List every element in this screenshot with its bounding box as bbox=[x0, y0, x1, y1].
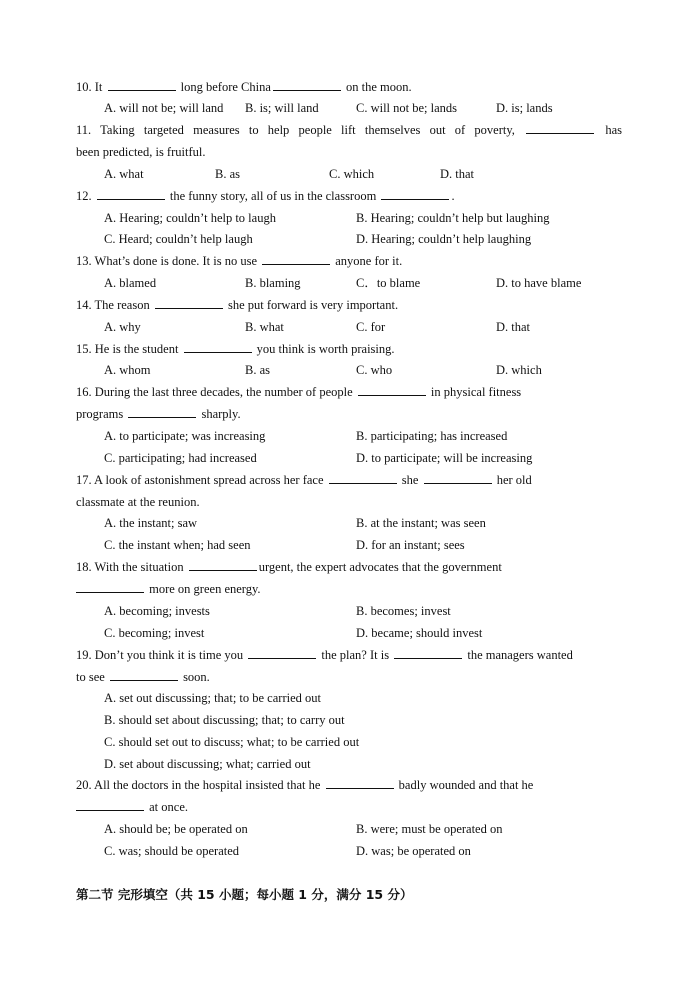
option-c: C. participating; had increased bbox=[104, 451, 257, 465]
question-18: 18. With the situation urgent, the expert advocates that the government bbox=[76, 560, 502, 574]
option-c: C. was; should be operated bbox=[104, 844, 240, 858]
answer-blank bbox=[128, 406, 196, 418]
question-18-line-2: more on green energy. bbox=[76, 581, 622, 597]
option-d: D. Hearing; couldn’t help laughing bbox=[356, 232, 532, 246]
option-c: C. should set out to discuss; what; to be carried out bbox=[104, 735, 360, 749]
option-c: C. who bbox=[356, 363, 393, 377]
question-10: 10. It long before China on the moon. bbox=[76, 80, 412, 94]
option-a: A. to participate; was increasing bbox=[104, 429, 266, 443]
option-b: B. at the instant; was seen bbox=[356, 516, 486, 530]
question-17-line-2: classmate at the reunion. bbox=[76, 495, 200, 509]
option-b: B. becomes; invest bbox=[356, 604, 451, 618]
answer-blank bbox=[155, 297, 223, 309]
option-b: B. should set about discussing; that; to carry out bbox=[104, 713, 345, 727]
answer-blank bbox=[189, 559, 257, 571]
question-20: 20. All the doctors in the hospital insisted that he badly wounded and that he bbox=[76, 778, 534, 792]
answer-blank bbox=[394, 647, 462, 659]
answer-blank bbox=[248, 647, 316, 659]
answer-blank bbox=[184, 341, 252, 353]
question-12: 12. the funny story, all of us in the classroom . bbox=[76, 189, 455, 203]
option-c: C. which bbox=[329, 167, 375, 181]
answer-blank bbox=[262, 253, 330, 265]
option-c: C. for bbox=[356, 320, 386, 334]
answer-blank bbox=[526, 122, 594, 134]
option-d: D. that bbox=[496, 320, 531, 334]
answer-blank bbox=[108, 79, 176, 91]
question-17: 17. A look of astonishment spread across her face she her old bbox=[76, 473, 532, 487]
answer-blank bbox=[76, 581, 144, 593]
option-a: A. Hearing; couldn’t help to laugh bbox=[104, 211, 276, 225]
answer-blank bbox=[381, 188, 449, 200]
option-b: B. what bbox=[245, 320, 284, 334]
answer-blank bbox=[424, 472, 492, 484]
question-16-line-2: programs sharply. bbox=[76, 407, 241, 421]
question-20-line-2: at once. bbox=[76, 799, 622, 815]
option-d: D. is; lands bbox=[496, 101, 553, 115]
option-d: D. that bbox=[440, 167, 475, 181]
option-c: C．to blame bbox=[356, 276, 421, 290]
option-a: A. becoming; invests bbox=[104, 604, 210, 618]
option-b: B. Hearing; couldn’t help but laughing bbox=[356, 211, 550, 225]
answer-blank bbox=[110, 669, 178, 681]
option-d: D. to have blame bbox=[496, 276, 582, 290]
option-d: D. which bbox=[496, 363, 542, 377]
option-d: D. was; be operated on bbox=[356, 844, 471, 858]
option-a: A. will not be; will land bbox=[104, 101, 224, 115]
option-d: D. set about discussing; what; carried out bbox=[104, 757, 311, 771]
answer-blank bbox=[76, 799, 144, 811]
option-b: B. is; will land bbox=[245, 101, 319, 115]
answer-blank bbox=[329, 472, 397, 484]
answer-blank bbox=[358, 384, 426, 396]
option-b: B. blaming bbox=[245, 276, 301, 290]
option-c: C. the instant when; had seen bbox=[104, 538, 251, 552]
answer-blank bbox=[326, 777, 394, 789]
option-d: D. to participate; will be increasing bbox=[356, 451, 533, 465]
question-16: 16. During the last three decades, the number of people in physical fitness bbox=[76, 385, 522, 399]
option-c: C. becoming; invest bbox=[104, 626, 205, 640]
option-a: A. what bbox=[104, 167, 144, 181]
option-c: C. will not be; lands bbox=[356, 101, 458, 115]
option-a: A. should be; be operated on bbox=[104, 822, 248, 836]
option-d: D. became; should invest bbox=[356, 626, 483, 640]
option-a: A. set out discussing; that; to be carried out bbox=[104, 691, 321, 705]
option-b: B. participating; has increased bbox=[356, 429, 508, 443]
option-d: D. for an instant; sees bbox=[356, 538, 465, 552]
option-a: A. the instant; saw bbox=[104, 516, 198, 530]
option-c: C. Heard; couldn’t help laugh bbox=[104, 232, 253, 246]
option-b: B. as bbox=[215, 167, 240, 181]
option-a: A. blamed bbox=[104, 276, 157, 290]
question-11-line-2: been predicted, is fruitful. bbox=[76, 145, 206, 159]
question-11: 11. Taking targeted measures to help people lift themselves out of poverty, has bbox=[76, 123, 623, 137]
question-13: 13. What’s done is done. It is no use anyone for it. bbox=[76, 254, 403, 268]
section-heading: 第二节 完形填空（共 15 小题；每小题 1 分，满分 15 分） bbox=[76, 887, 413, 902]
question-19: 19. Don’t you think it is time you the plan? It is the managers wanted bbox=[76, 648, 573, 662]
answer-blank bbox=[97, 188, 165, 200]
option-a: A. why bbox=[104, 320, 141, 334]
question-19-line-2: to see soon. bbox=[76, 670, 210, 684]
question-14: 14. The reason she put forward is very important. bbox=[76, 298, 399, 312]
question-15: 15. He is the student you think is worth praising. bbox=[76, 342, 395, 356]
answer-blank bbox=[273, 79, 341, 91]
option-b: B. as bbox=[245, 363, 270, 377]
option-a: A. whom bbox=[104, 363, 151, 377]
option-b: B. were; must be operated on bbox=[356, 822, 503, 836]
